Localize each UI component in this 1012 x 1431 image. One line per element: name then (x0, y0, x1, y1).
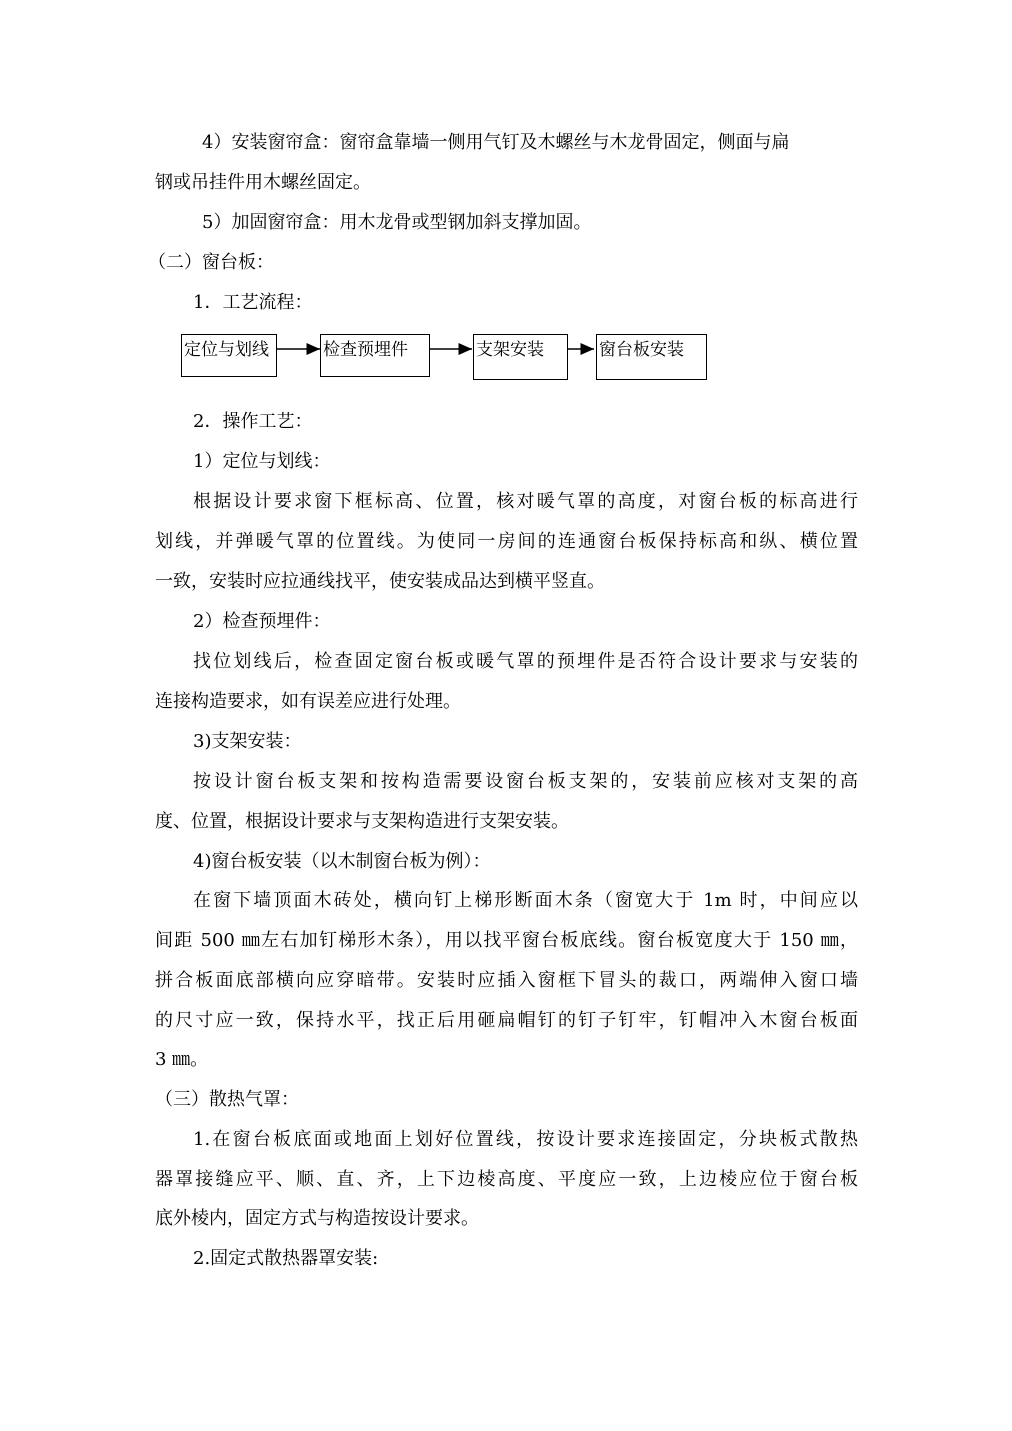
para-line: 3)支架安装： (193, 731, 302, 752)
para-line: 度、位置，根据设计要求与支架构造进行支架安装。 (155, 811, 569, 832)
para-line: 2．操作工艺： (193, 411, 313, 432)
para-line: 在窗下墙顶面木砖处，横向钉上梯形断面木条（窗宽大于 1m 时，中间应以 (193, 890, 858, 911)
flow-step-4: 窗台板安装 (596, 334, 707, 380)
flow-step-1: 定位与划线 (181, 334, 277, 377)
para-line: 器罩接缝应平、顺、直、齐，上下边棱高度、平度应一致，上边棱应位于窗台板 (155, 1169, 858, 1190)
para-line: 2）检查预埋件： (193, 611, 331, 632)
para-line: 连接构造要求，如有误差应进行处理。 (155, 691, 461, 712)
para-line: 的尺寸应一致，保持水平，找正后用砸扁帽钉的钉子钉牢，钉帽冲入木窗台板面 (155, 1010, 858, 1031)
para-line: 2.固定式散热器罩安装: (193, 1248, 379, 1269)
flow-step-2: 检查预埋件 (320, 334, 430, 377)
para-line: 钢或吊挂件用木螺丝固定。 (155, 172, 371, 193)
para-line: 4)窗台板安装（以木制窗台板为例）： (193, 851, 491, 872)
section-heading: （三）散热气罩： (155, 1089, 299, 1110)
para-line: 拼合板面底部横向应穿暗带。安装时应插入窗框下冒头的裁口，两端伸入窗口墙 (155, 970, 858, 991)
para-line: 3 ㎜。 (155, 1049, 209, 1070)
para-line: 1）定位与划线： (193, 451, 331, 472)
para-line: 1．工艺流程： (193, 292, 313, 313)
para-line: 间距 500 ㎜左右加钉梯形木条），用以找平窗台板底线。窗台板宽度大于 150 ㎜， (155, 930, 858, 951)
para-line: 一致，安装时应拉通线找平，使安装成品达到横平竖直。 (155, 571, 605, 592)
para-line: 5）加固窗帘盒：用木龙骨或型钢加斜支撑加固。 (202, 212, 592, 233)
para-line: 根据设计要求窗下框标高、位置，核对暖气罩的高度，对窗台板的标高进行 (193, 491, 858, 512)
para-line: 划线，并弹暖气罩的位置线。为使同一房间的连通窗台板保持标高和纵、横位置 (155, 531, 858, 552)
para-line: 底外棱内，固定方式与构造按设计要求。 (155, 1208, 479, 1229)
para-line: 找位划线后，检查固定窗台板或暖气罩的预埋件是否符合设计要求与安装的 (193, 651, 858, 672)
section-heading: （二）窗台板： (148, 252, 274, 273)
para-line: 1.在窗台板底面或地面上划好位置线，按设计要求连接固定，分块板式散热 (193, 1129, 858, 1150)
flow-step-3: 支架安装 (473, 334, 568, 380)
para-line: 按设计窗台板支架和按构造需要设窗台板支架的，安装前应核对支架的高 (193, 771, 858, 792)
para-line: 4）安装窗帘盒：窗帘盒靠墙一侧用气钉及木螺丝与木龙骨固定，侧面与扁 (202, 132, 790, 153)
